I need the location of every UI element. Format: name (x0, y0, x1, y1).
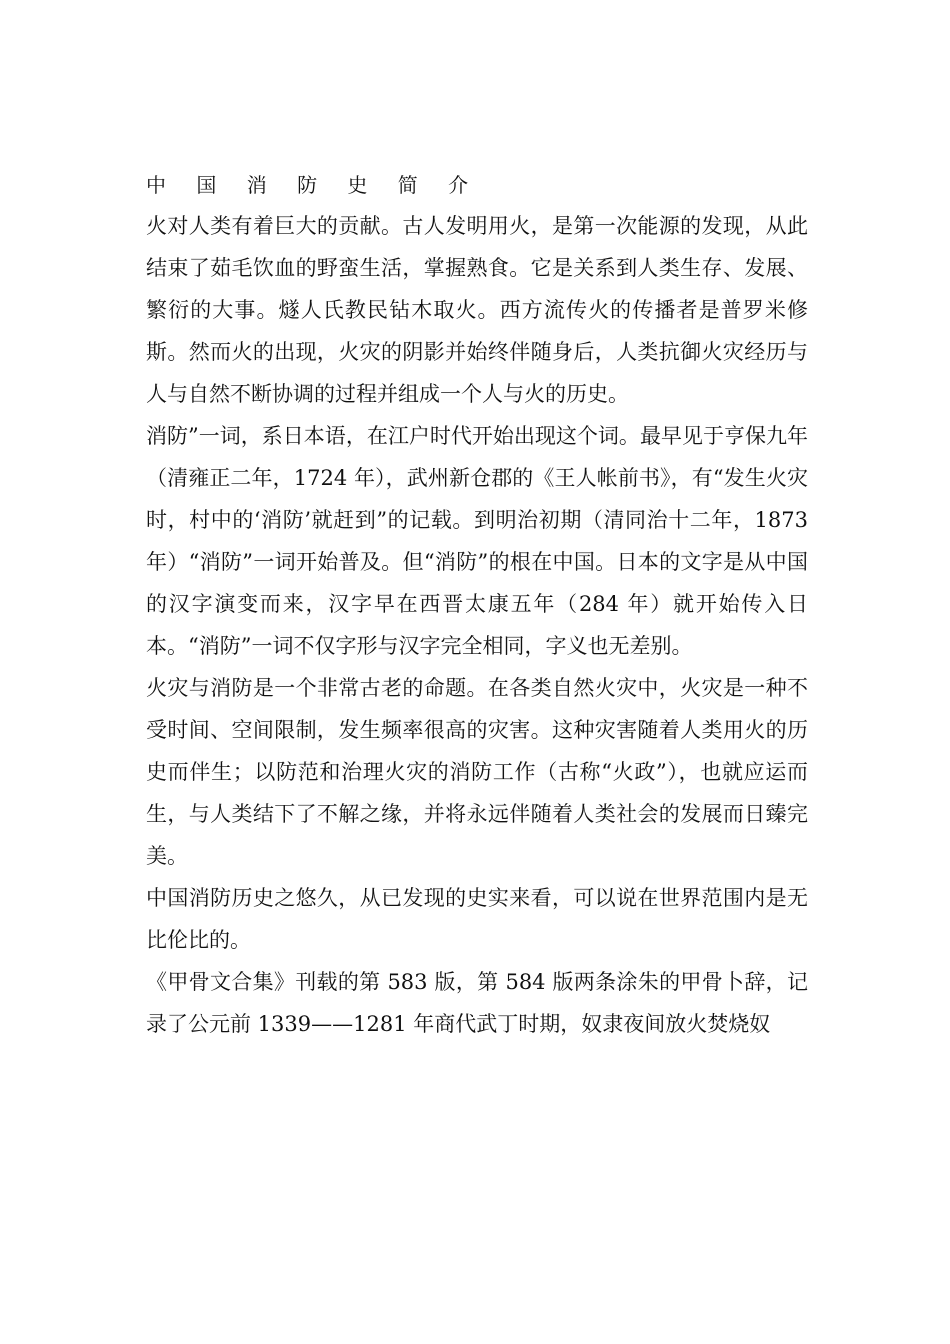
document-page (146, 165, 808, 1045)
document-title: 中 国 消 防 史 简 介 (146, 173, 481, 197)
paragraph-term-origin: 消防”一词，系日本语，在江户时代开始出现这个词。最早见于亨保九年（清雍正二年，1724 年），武州新仓郡的《王人帐前书》，有“发生火灾时，村中的‘消防’就赶到”的记载。到明治初期（清同治十二年，1873 年）“消防”一词开始普及。但“消防”的根在中国。日本的文字是从中国的汉字演变而来，汉字早在西晋太康五年（284 年）就开始传入日本。“消防”一词不仅字形与汉字完全相同，字义也无差别。 (146, 424, 808, 658)
paragraph-oracle-bones: 《甲骨文合集》刊载的第 583 版，第 584 版两条涂朱的甲骨卜辞，记录了公元前 1339——1281 年商代武丁时期，奴隶夜间放火焚烧奴 (146, 970, 808, 1036)
paragraph-fire-and-firefighting: 火灾与消防是一个非常古老的命题。在各类自然火灾中，火灾是一种不受时间、空间限制，发生频率很高的灾害。这种灾害随着人类用火的历史而伴生；以防范和治理火灾的消防工作（古称“火政”），也就应运而生，与人类结下了不解之缘，并将永远伴随着人类社会的发展而日臻完美。 (146, 676, 808, 868)
paragraph-fire-contribution: 火对人类有着巨大的贡献。古人发明用火，是第一次能源的发现，从此结束了茹毛饮血的野蛮生活，掌握熟食。它是关系到人类生存、发展、繁衍的大事。燧人氏教民钻木取火。西方流传火的传播者是普罗米修斯。然而火的出现，火灾的阴影并始终伴随身后，人类抗御火灾经历与人与自然不断协调的过程并组成一个人与火的历史。 (146, 214, 808, 406)
paragraph-history-length: 中国消防历史之悠久，从已发现的史实来看，可以说在世界范围内是无比伦比的。 (146, 886, 808, 952)
